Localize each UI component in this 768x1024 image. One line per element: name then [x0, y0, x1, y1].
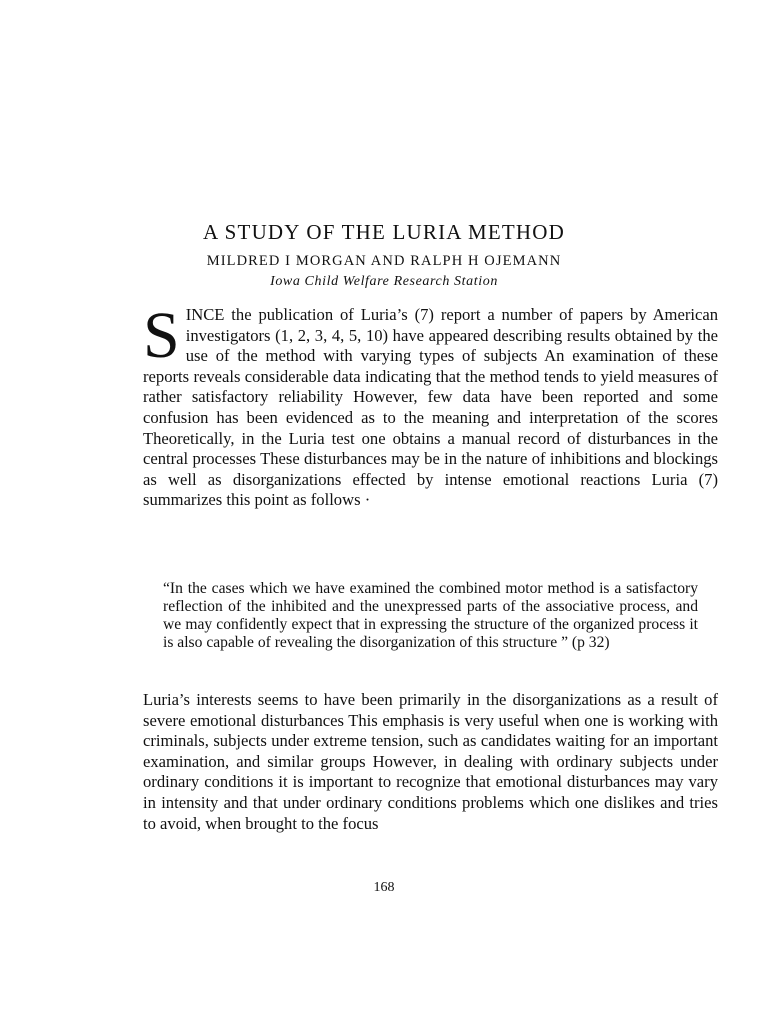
block-quote: “In the cases which we have examined the combined motor method is a satisfactory reflection of the inhibited and the unexpressed parts of the associative process, and we may confidently expect that in expressing the structure of the organized process it is also capable of revealing the disorganization of this structure ” (p 32) — [163, 580, 698, 651]
paragraph-intro — [143, 299, 718, 511]
drop-cap: S — [143, 299, 180, 372]
article-title: A STUDY OF THE LURIA METHOD — [203, 220, 565, 244]
author-affiliation: Iowa Child Welfare Research Station — [270, 274, 498, 289]
paragraph-discussion: Luria’s interests seems to have been primarily in the disorganizations as a result of severe emotional disturbances This emphasis is very useful when one is working with criminals, subjects under extreme tension, such as candidates waiting for an important examination, and similar groups However, in dealing with ordinary subjects under ordinary conditions it is important to recognize that emotional disturbances may vary in intensity and that under ordinary conditions problems which one dislikes and tries to avoid, when brought to the focus — [143, 690, 718, 833]
article-authors: MILDRED I MORGAN AND RALPH H OJEMANN — [206, 253, 562, 269]
page-number: 168 — [373, 880, 395, 895]
paragraph-intro-text: INCE the publication of Luria’s (7) report a number of papers by American investigators (1, 2, 3, 4, 5, 10) have appeared describing results obtained by the use of the method with varying types of subjects An examination of these reports reveals considerable data indicating that the method tends to yield measures of rather satisfactory reliability However, few data have been reported and some confusion has been evidenced as to the meaning and interpretation of the scores Theoretically, in the Luria test one obtains a manual record of disturbances in the central processes These disturbances may be in the nature of inhibitions and blockings as well as disorganizations effected by intense emotional reactions Luria (7) summarizes this point as follows · — [143, 305, 718, 510]
